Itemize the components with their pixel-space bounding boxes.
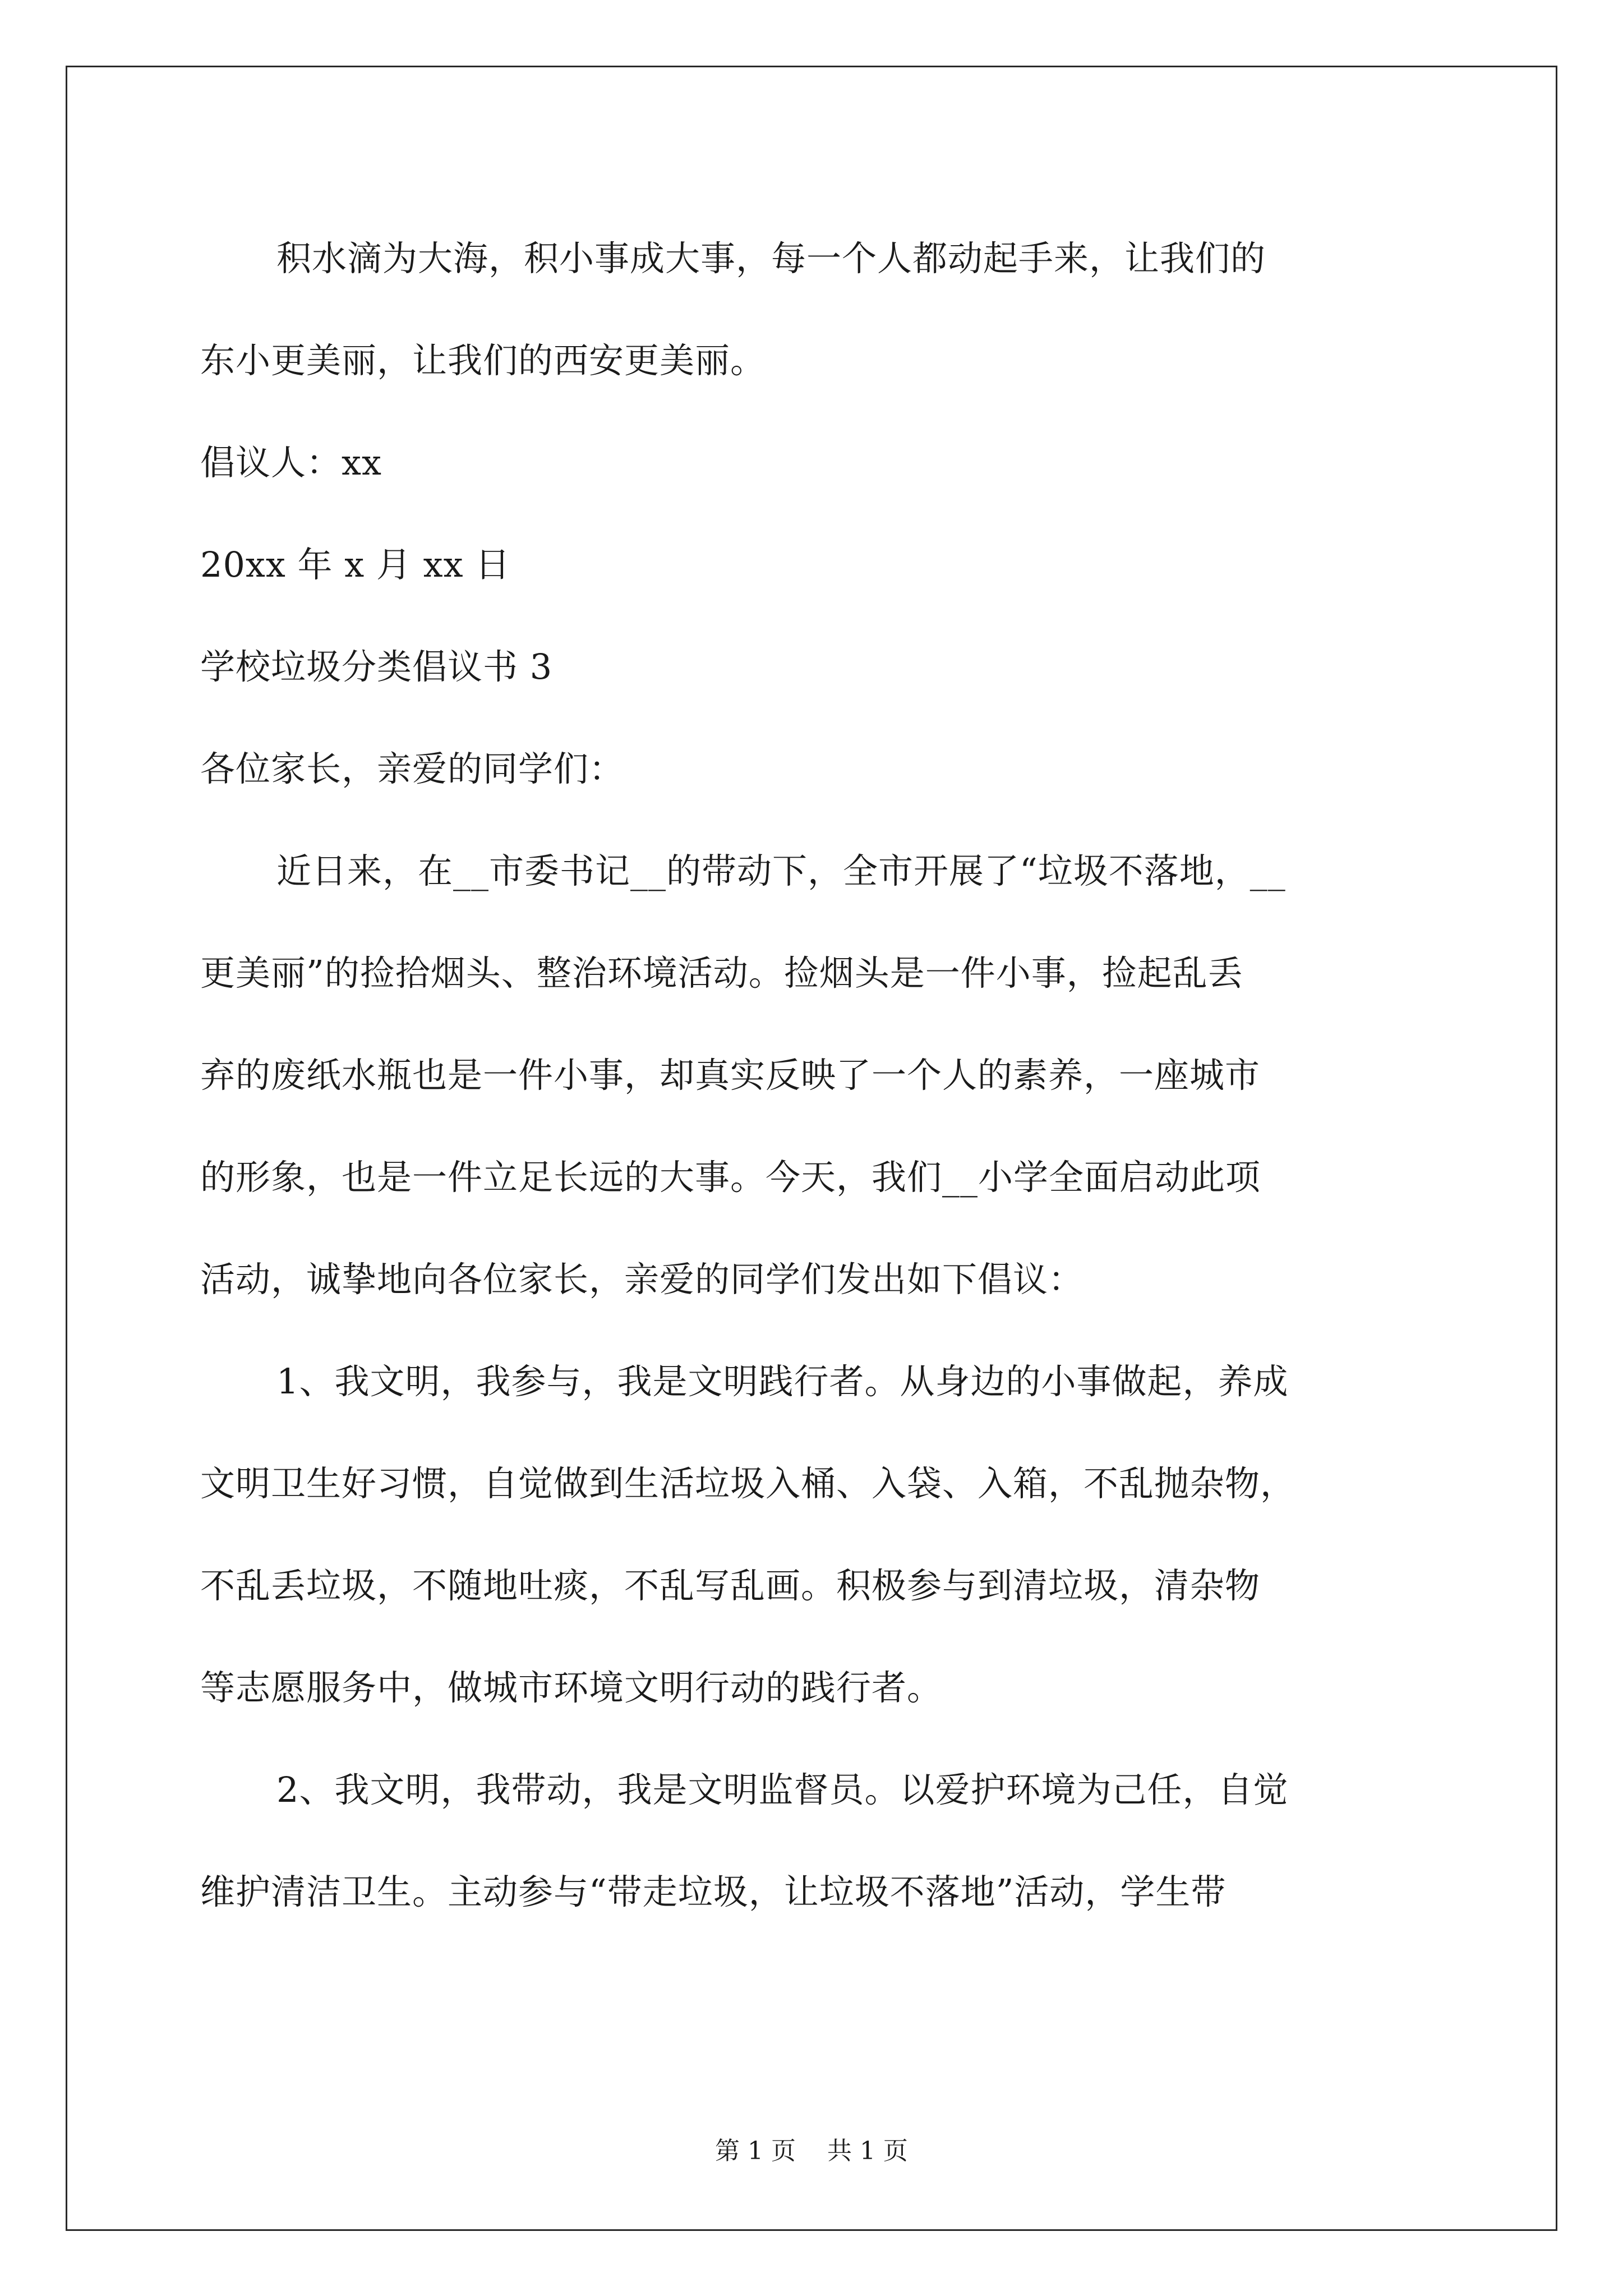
text-line: 维护清洁卫生。主动参与“带走垃圾，让垃圾不落地”活动，学生带 xyxy=(200,1871,1227,1912)
text-line: 东小更美丽，让我们的西安更美丽。 xyxy=(200,340,766,381)
text-line: 2、我文明，我带动，我是文明监督员。以爱护环境为己任，自觉 xyxy=(276,1769,1289,1810)
text-line: 积水滴为大海，积小事成大事，每一个人都动起手来，让我们的 xyxy=(276,238,1266,279)
page-footer: 第 1 页 共 1 页 xyxy=(715,2137,908,2165)
text-line: 不乱丢垃圾，不随地吐痰，不乱写乱画。积极参与到清垃圾，清杂物 xyxy=(200,1565,1261,1606)
section-title: 学校垃圾分类倡议书 3 xyxy=(200,646,553,687)
text-line: 等志愿服务中，做城市环境文明行动的践行者。 xyxy=(200,1667,943,1708)
text-line: 活动，诚挚地向各位家长，亲爱的同学们发出如下倡议： xyxy=(200,1259,1084,1300)
salutation: 各位家长，亲爱的同学们： xyxy=(200,748,625,789)
text-line: 更美丽”的捡拾烟头、整治环境活动。捡烟头是一件小事，捡起乱丢 xyxy=(200,953,1243,993)
document-body xyxy=(200,208,1456,1943)
text-line: 弃的废纸水瓶也是一件小事，却真实反映了一个人的素养，一座城市 xyxy=(200,1055,1261,1096)
text-line: 的形象，也是一件立足长远的大事。今天，我们__小学全面启动此项 xyxy=(200,1157,1261,1198)
text-line: 文明卫生好习惯，自觉做到生活垃圾入桶、入袋、入箱，不乱抛杂物， xyxy=(200,1463,1296,1504)
text-line: 近日来，在__市委书记__的带动下，全市开展了“垃圾不落地，__ xyxy=(276,850,1286,891)
text-line: 1、我文明，我参与，我是文明践行者。从身边的小事做起，养成 xyxy=(276,1361,1289,1402)
proposer-line: 倡议人：xx xyxy=(200,442,382,483)
date-line: 20xx 年 x 月 xx 日 xyxy=(200,544,511,585)
